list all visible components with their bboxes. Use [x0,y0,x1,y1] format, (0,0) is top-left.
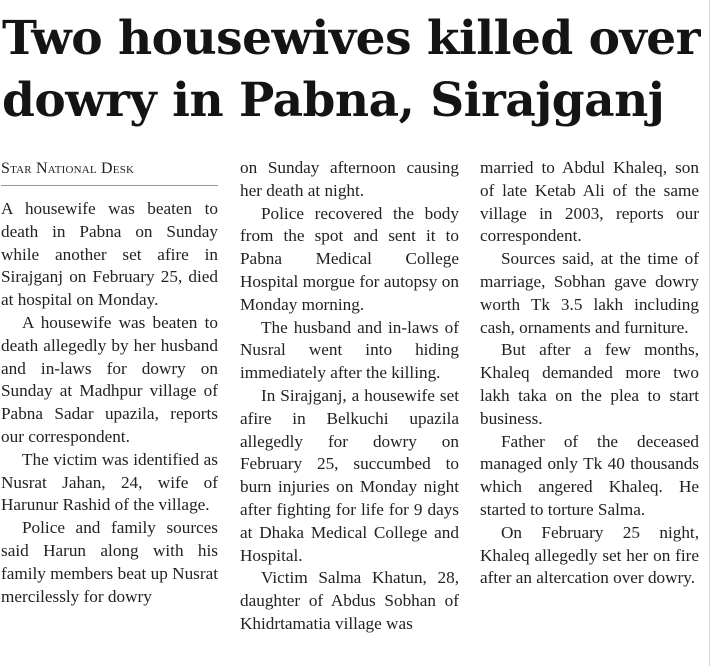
article-paragraph: The victim was identified as Nusrat Jahan, 24, wife of Harunur Rashid of the village. [1,449,218,515]
article-paragraph: A housewife was beaten to death allegedly by her husband and in-laws for dowry on Sunday at Madhpur village of Pabna Sadar upazila, reports our correspondent. [1,312,218,446]
article-paragraph: on Sunday afternoon causing her death at night. [240,158,459,200]
article-headline: Two housewives killed over dowry in Pabna, Sirajganj [2,11,700,128]
article-paragraph: Police and family sources said Harun along with his family members beat up Nusrat mercilessly for dowry [1,518,218,606]
article-paragraph: In Sirajganj, a housewife set afire in Belkuchi upazila allegedly for dowry on February 25, succumbed to burn injuries on Monday night after fighting for life for 9 days at Dhaka Medical College and Hospital. [240,385,459,565]
article-paragraph: married to Abdul Khaleq, son of late Ketab Ali of the same village in 2003, reports our correspondent. [480,158,699,246]
page-edge-rule [709,0,710,666]
article-column-1 [1,157,218,608]
article-paragraph: The husband and in-laws of Nusral went into hiding immediately after the killing. [240,317,459,383]
article-paragraph: A housewife was beaten to death in Pabna on Sunday while another set afire in Sirajganj on February 25, died at hospital on Monday. [1,199,218,310]
article-paragraph: Sources said, at the time of marriage, Sobhan gave dowry worth Tk 3.5 lakh including cash, ornaments and furniture. [480,249,699,337]
article-paragraph: Police recovered the body from the spot and sent it to Pabna Medical College Hospital morgue for autopsy on Monday morning. [240,203,459,314]
article-paragraph: Father of the deceased managed only Tk 40 thousands which angered Khaleq. He started to torture Salma. [480,431,699,519]
article-paragraph: On February 25 night, Khaleq allegedly set her on fire after an altercation over dowry. [480,522,699,588]
article-column-2 [240,157,459,636]
article-column-3 [480,157,699,590]
article-paragraph: Victim Salma Khatun, 28, daughter of Abdus Sobhan of Khidrtamatia village was [240,568,459,633]
article-byline: Star National Desk [1,157,218,186]
article-paragraph: But after a few months, Khaleq demanded more two lakh taka on the plea to start business. [480,340,699,428]
